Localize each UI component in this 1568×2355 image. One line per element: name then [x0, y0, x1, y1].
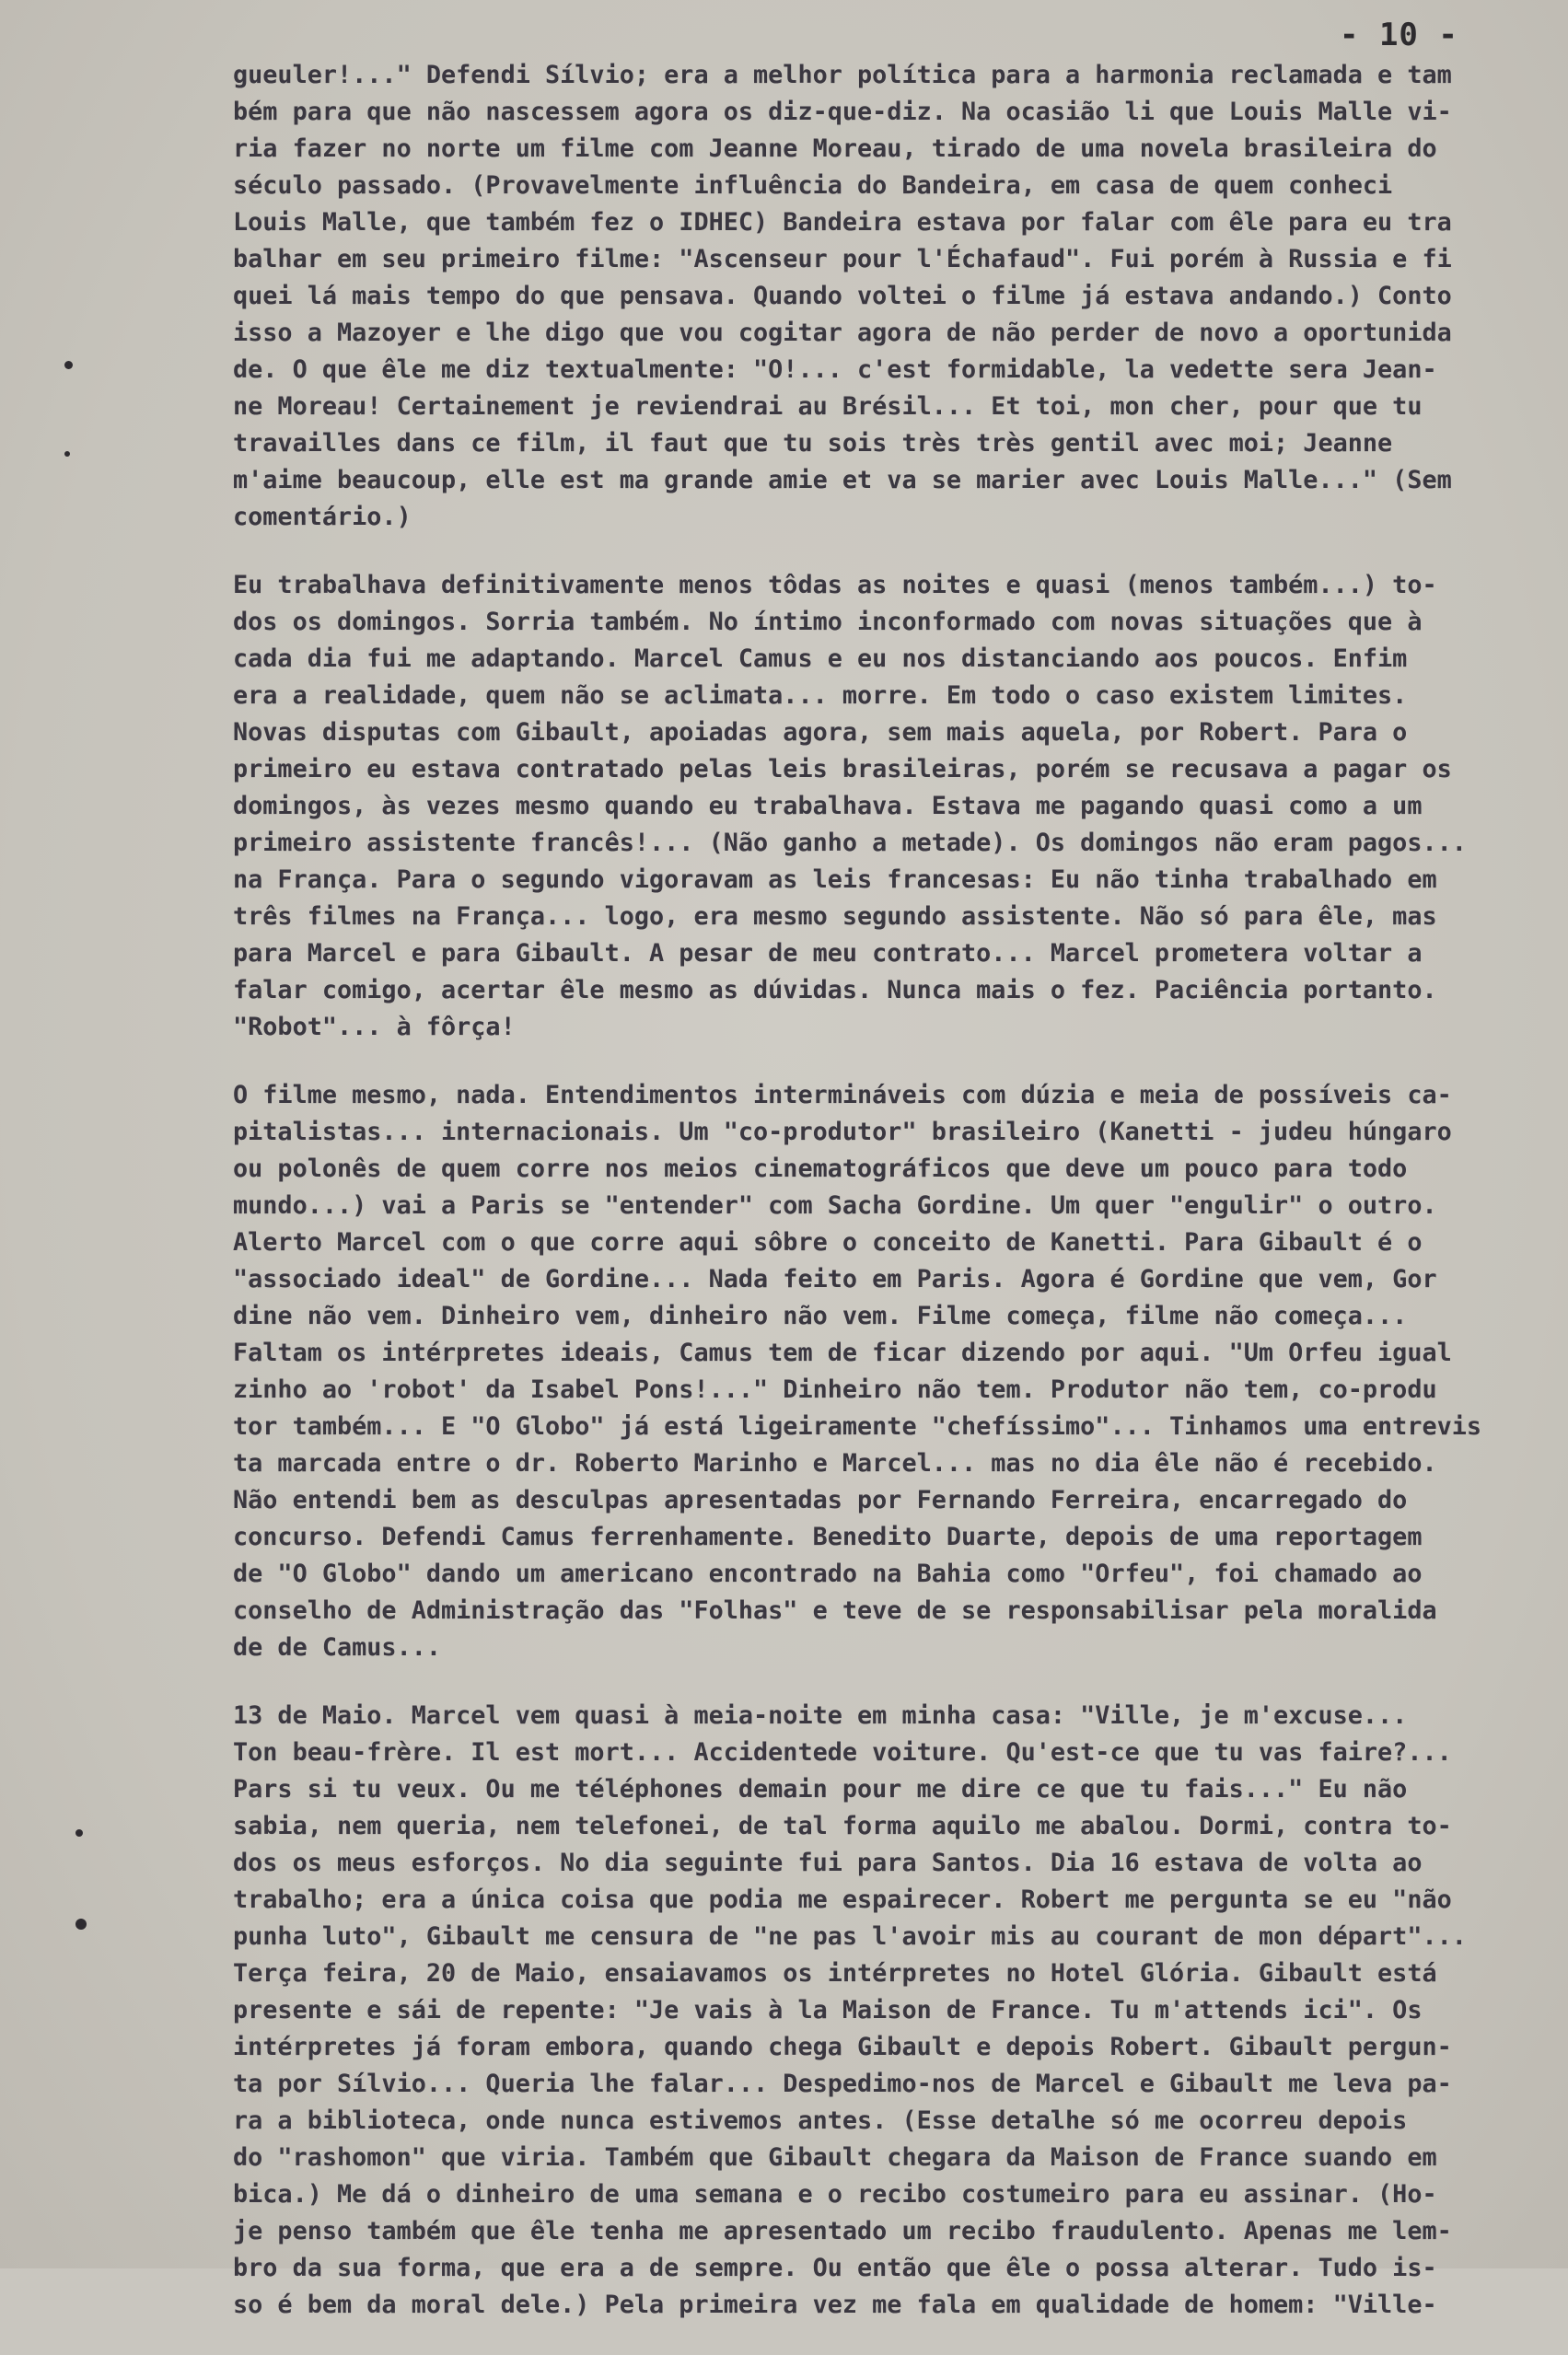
paragraph: [233, 57, 1559, 536]
text-line: O filme mesmo, nada. Entendimentos intermináveis com dúzia e meia de possíveis ca-: [233, 1081, 1452, 1109]
text-line: três filmes na França... logo, era mesmo segundo assistente. Não só para êle, mas: [233, 902, 1437, 931]
text-line: Louis Malle, que também fez o IDHEC) Bandeira estava por falar com êle para eu tra: [233, 208, 1452, 237]
text-line: travailles dans ce film, il faut que tu sois très très gentil avec moi; Jeanne: [233, 429, 1393, 458]
text-line: Terça feira, 20 de Maio, ensaiavamos os intérpretes no Hotel Glória. Gibault está: [233, 1959, 1437, 1988]
paragraph: [233, 1077, 1559, 1666]
text-line: comentário.): [233, 503, 412, 531]
ink-spot: [64, 361, 73, 369]
text-line: je penso também que êle tenha me apresentado um recibo fraudulento. Apenas me lem-: [233, 2217, 1452, 2245]
text-line: falar comigo, acertar êle mesmo as dúvidas. Nunca mais o fez. Paciência portanto.: [233, 976, 1437, 1004]
typewritten-text: [233, 57, 1559, 2355]
text-line: conselho de Administração das "Folhas" e teve de se responsabilisar pela moralida: [233, 1596, 1437, 1625]
text-line: dos os domingos. Sorria também. No íntimo inconformado com novas situações que à: [233, 608, 1423, 636]
text-line: Eu trabalhava definitivamente menos tôdas as noites e quasi (menos também...) to-: [233, 571, 1437, 599]
text-line: Alerto Marcel com o que corre aqui sôbre o conceito de Kanetti. Para Gibault é o: [233, 1228, 1423, 1257]
text-line: punha luto", Gibault me censura de "ne pas l'avoir mis au courant de mon départ"...: [233, 1922, 1467, 1951]
text-line: ne Moreau! Certainement je reviendrai au Brésil... Et toi, mon cher, pour que tu: [233, 392, 1423, 421]
text-line: de de Camus...: [233, 1633, 442, 1662]
text-line: bém para que não nascessem agora os diz-que-diz. Na ocasião li que Louis Malle vi-: [233, 98, 1452, 126]
text-line: ta marcada entre o dr. Roberto Marinho e Marcel... mas no dia êle não é recebido.: [233, 1449, 1437, 1478]
text-line: século passado. (Provavelmente influência do Bandeira, em casa de quem conheci: [233, 171, 1393, 200]
text-line: tor também... E "O Globo" já está ligeiramente "chefíssimo"... Tinhamos uma entrevis: [233, 1412, 1482, 1441]
ink-spot: [75, 1829, 83, 1837]
text-line: ta por Sílvio... Queria lhe falar... Despedimo-nos de Marcel e Gibault me leva pa-: [233, 2070, 1452, 2098]
ink-spot: [64, 451, 70, 457]
text-line: domingos, às vezes mesmo quando eu trabalhava. Estava me pagando quasi como a um: [233, 792, 1423, 820]
text-line: intérpretes já foram embora, quando chega Gibault e depois Robert. Gibault pergun-: [233, 2033, 1452, 2061]
text-line: quei lá mais tempo do que pensava. Quando voltei o filme já estava andando.) Conto: [233, 282, 1452, 310]
text-line: de "O Globo" dando um americano encontrado na Bahia como "Orfeu", foi chamado ao: [233, 1560, 1423, 1588]
paragraph: [233, 1698, 1559, 2324]
text-line: mundo...) vai a Paris se "entender" com Sacha Gordine. Um quer "engulir" o outro.: [233, 1191, 1437, 1220]
text-line: balhar em seu primeiro filme: "Ascenseur pour l'Échafaud". Fui porém à Russia e fi: [233, 245, 1452, 273]
text-line: de. O que êle me diz textualmente: "O!... c'est formidable, la vedette sera Jean-: [233, 355, 1437, 384]
text-line: Pars si tu veux. Ou me téléphones demain pour me dire ce que tu fais..." Eu não: [233, 1775, 1408, 1804]
text-line: primeiro eu estava contratado pelas leis brasileiras, porém se recusava a pagar os: [233, 755, 1452, 783]
text-line: "associado ideal" de Gordine... Nada feito em Paris. Agora é Gordine que vem, Gor: [233, 1265, 1437, 1294]
text-line: Não entendi bem as desculpas apresentadas por Fernando Ferreira, encarregado do: [233, 1486, 1408, 1514]
text-line: bica.) Me dá o dinheiro de uma semana e o recibo costumeiro para eu assinar. (Ho-: [233, 2180, 1437, 2209]
text-line: bro da sua forma, que era a de sempre. Ou então que êle o possa alterar. Tudo is-: [233, 2254, 1437, 2282]
text-line: "Robot"... à fôrça!: [233, 1013, 516, 1041]
text-line: na França. Para o segundo vigoravam as leis francesas: Eu não tinha trabalhado em: [233, 865, 1437, 894]
text-line: presente e sái de repente: "Je vais à la Maison de France. Tu m'attends ici". Os: [233, 1996, 1423, 2024]
text-line: zinho ao 'robot' da Isabel Pons!..." Dinheiro não tem. Produtor não tem, co-produ: [233, 1375, 1437, 1404]
page-number: - 10 -: [1340, 17, 1458, 53]
text-line: Ton beau-frère. Il est mort... Accidentede voiture. Qu'est-ce que tu vas faire?...: [233, 1738, 1452, 1767]
text-line: Faltam os intérpretes ideais, Camus tem de ficar dizendo por aqui. "Um Orfeu igual: [233, 1339, 1452, 1367]
text-line: pitalistas... internacionais. Um "co-produtor" brasileiro (Kanetti - judeu húngaro: [233, 1118, 1452, 1146]
text-line: m'aime beaucoup, elle est ma grande amie et va se marier avec Louis Malle..." (Sem: [233, 466, 1452, 494]
paragraph: [233, 567, 1559, 1046]
ink-spot: [75, 1919, 87, 1930]
text-line: do "rashomon" que viria. Também que Gibault chegara da Maison de France suando em: [233, 2143, 1437, 2172]
text-line: trabalho; era a única coisa que podia me espairecer. Robert me pergunta se eu "não: [233, 1885, 1452, 1914]
text-line: dine não vem. Dinheiro vem, dinheiro não vem. Filme começa, filme não começa...: [233, 1302, 1408, 1330]
text-line: gueuler!..." Defendi Sílvio; era a melhor política para a harmonia reclamada e tam: [233, 61, 1452, 89]
text-line: era a realidade, quem não se aclimata... morre. Em todo o caso existem limites.: [233, 681, 1408, 710]
text-line: isso a Mazoyer e lhe digo que vou cogitar agora de não perder de novo a oportunida: [233, 319, 1452, 347]
text-line: 13 de Maio. Marcel vem quasi à meia-noite em minha casa: "Ville, je m'excuse...: [233, 1701, 1408, 1730]
text-line: ra a biblioteca, onde nunca estivemos antes. (Esse detalhe só me ocorreu depois: [233, 2106, 1408, 2135]
text-line: concurso. Defendi Camus ferrenhamente. Benedito Duarte, depois de uma reportagem: [233, 1523, 1423, 1551]
text-line: Novas disputas com Gibault, apoiadas agora, sem mais aquela, por Robert. Para o: [233, 718, 1408, 747]
text-line: cada dia fui me adaptando. Marcel Camus e eu nos distanciando aos poucos. Enfim: [233, 644, 1408, 673]
text-line: para Marcel e para Gibault. A pesar de meu contrato... Marcel prometera voltar a: [233, 939, 1423, 968]
text-line: dos os meus esforços. No dia seguinte fui para Santos. Dia 16 estava de volta ao: [233, 1849, 1423, 1877]
text-line: sabia, nem queria, nem telefonei, de tal forma aquilo me abalou. Dormi, contra to-: [233, 1812, 1452, 1840]
text-line: primeiro assistente francês!... (Não ganho a metade). Os domingos não eram pagos...: [233, 829, 1467, 857]
text-line: so é bem da moral dele.) Pela primeira vez me fala em qualidade de homem: "Ville-: [233, 2291, 1437, 2319]
text-line: ou polonês de quem corre nos meios cinematográficos que deve um pouco para todo: [233, 1154, 1408, 1183]
text-line: ria fazer no norte um filme com Jeanne Moreau, tirado de uma novela brasileira do: [233, 134, 1437, 163]
